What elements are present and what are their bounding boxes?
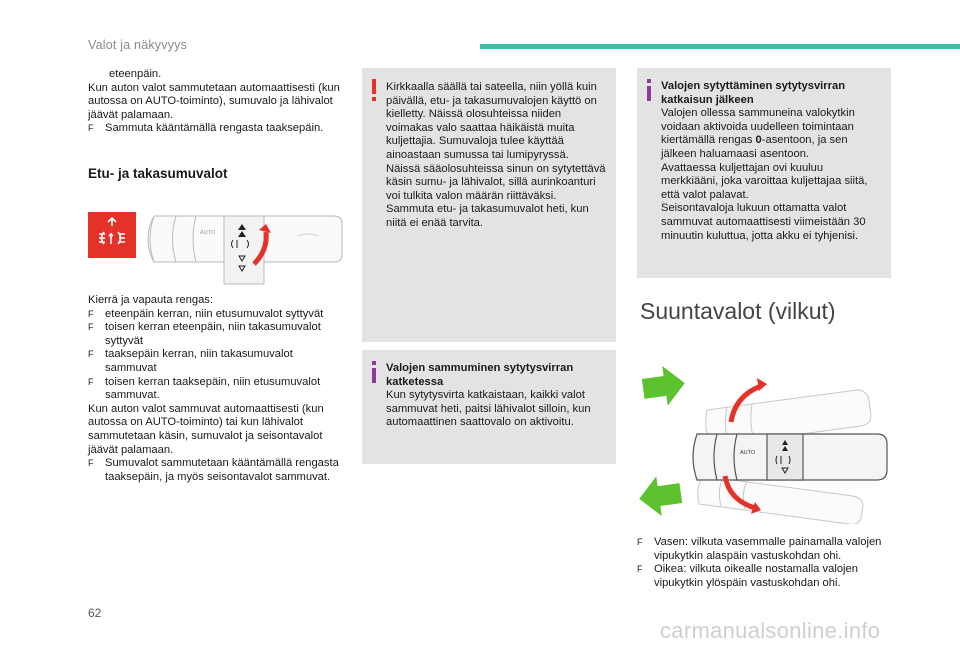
exclamation-icon [369, 79, 379, 101]
intro-bullet: F Sammuta kääntämällä rengasta taaksepäin. [88, 122, 324, 135]
bullet-icon: F [88, 308, 94, 319]
info-ignition-body: Kun sytytysvirta katkaistaan, kaikki valot sammuvat heti, paitsi lähivalot silloin, kun automaattinen saattovalo on aktivoitu. [386, 389, 591, 429]
info-box-relight [637, 68, 891, 278]
auto-label: AUTO [200, 230, 216, 236]
warning-p2: Näissä sääolosuhteissa sinun on sytytettävä käsin sumu- ja lähivalot, sillä aurinkoanturi voi tulkita valon määrän riittäväksi. [386, 162, 606, 202]
bullet-icon: F [637, 537, 643, 547]
fog-switch-figure [88, 198, 344, 286]
auto-label-turn: AUTO [740, 450, 756, 456]
section-header-title: Valot ja näkyvyys [88, 38, 188, 52]
intro-continuation: eteenpäin. [109, 68, 162, 80]
header-accent-bar [480, 44, 960, 49]
page-number: 62 [88, 606, 102, 620]
info-icon [369, 361, 379, 383]
fog-bullet-3: F taaksepäin kerran, niin takasumuvalot sammuvat [88, 348, 293, 374]
fog-paragraph: Kun auton valot sammuvat automaattisesti (kun autossa on AUTO-toiminto) tai kun lähivalot sammutetaan käsin, sumuvalot ja seisontavalot jäävät palamaan. [88, 402, 324, 456]
column-1 [88, 68, 344, 136]
info-icon [644, 79, 654, 101]
info-ignition-title: Valojen sammuminen sytytysvirran katketessa [386, 362, 574, 388]
fog-lead: Kierrä ja vapauta rengas: [88, 294, 214, 306]
footer-watermark: carmanualsonline.info [660, 618, 881, 643]
info-relight-p1: Valojen ollessa sammuneina valokytkin voidaan aktivoida uudelleen toimintaan kiertämällä rengas 0-asentoon, ja sen jälkeen haluamaasi asentoon. [661, 107, 855, 160]
turn-bullet-right: F Oikea: vilkuta oikealle nostamalla valojen vipukytkin ylöspäin vastuskohdan ohi. [637, 563, 858, 589]
bullet-icon: F [88, 376, 94, 387]
warning-p3: Sammuta etu- ja takasumuvalot heti, kun niitä ei enää tarvita. [386, 203, 589, 229]
fog-bullet-2: F toisen kerran eteenpäin, niin takasumuvalot syttyvät [88, 321, 321, 347]
info-box-ignition [362, 350, 616, 464]
fog-bullet-1: F eteenpäin kerran, niin etusumuvalot syttyvät [88, 307, 324, 320]
bullet-icon: F [88, 123, 94, 134]
intro-paragraph: Kun auton valot sammutetaan automaattisesti (kun autossa on AUTO-toiminto), sumuvalo ja lähivalot jäävät palamaan. [88, 81, 340, 121]
fog-bullet-4: F toisen kerran taaksepäin, niin etusumuvalot sammuvat. [88, 375, 321, 402]
turn-bullet-left: F Vasen: vilkuta vasemmalle painamalla valojen vipukytkin alaspäin vastuskohdan ohi. [637, 536, 882, 562]
info-relight-p2: Avattaessa kuljettajan ovi kuuluu merkkiääni, joka varoittaa kuljettajaa siitä, että valot palavat. [661, 161, 868, 201]
bullet-icon: F [88, 458, 94, 469]
fog-lights-body [88, 294, 344, 484]
turn-signals-heading: Suuntavalot (vilkut) [640, 298, 836, 324]
bullet-icon: F [88, 349, 94, 360]
warning-box [362, 68, 616, 342]
warning-p1: Kirkkaalla säällä tai sateella, niin yöllä kuin päivällä, etu- ja takasumuvalojen käyttö on kielletty. Näissä olosuhteissa niiden voimakas valo saattaa häikäistä muita kuljettajia. Sumuvaloja tulee käyttää ainoastaan sumussa tai lumipyryssä. [386, 81, 597, 161]
info-relight-title: Valojen sytyttäminen sytytysvirran katkaisun jälkeen [661, 80, 846, 106]
turn-signal-figure [637, 364, 891, 524]
fog-bullet-5: F Sumuvalot sammutetaan kääntämällä rengasta taaksepäin, ja myös seisontavalot sammuvat. [88, 457, 339, 483]
fog-lights-heading: Etu- ja takasumuvalot [88, 166, 228, 181]
turn-signals-body [637, 536, 893, 590]
bullet-icon: F [637, 564, 643, 575]
bullet-icon: F [88, 322, 94, 333]
info-relight-p3: Seisontavaloja lukuun ottamatta valot sammuvat automaattisesti viimeistään 30 minuutin kuluttua, jotta akku ei tyhjenisi. [661, 202, 866, 242]
